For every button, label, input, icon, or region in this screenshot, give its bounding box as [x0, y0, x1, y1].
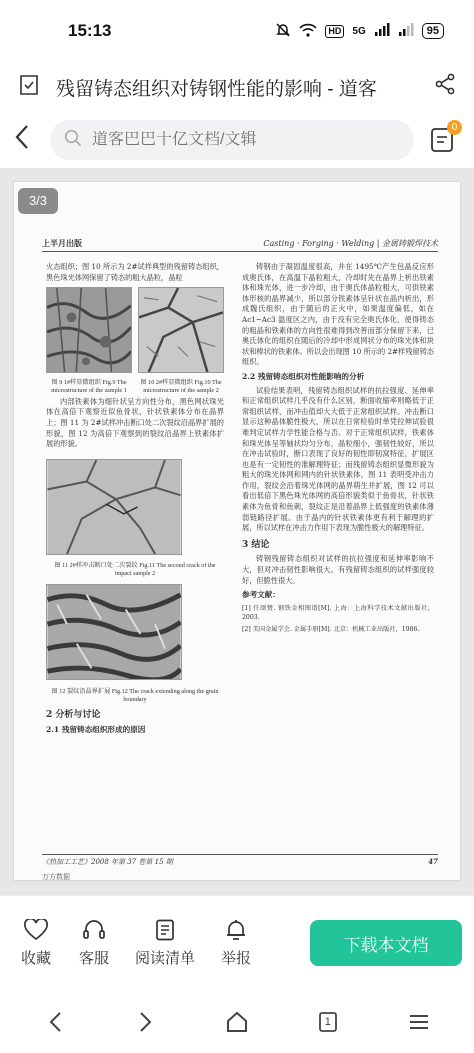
right-column [242, 262, 434, 637]
status-time: 15:13 [68, 21, 112, 40]
right-paragraph-2: 试验结果表明，残留铸态组织试样的抗拉强度、延伸率和正常组织试样几乎没有什么区别，断面收缩率则略低于正常组织试样，而冲击值却大大低于正常组织试样。冲击断口显示这种晶体脆性极大，所以在日常检验时单凭拉伸试验很难判定试样力学性能合格与否。对于正常组织试样，铁素体和珠光体呈等轴状均匀分布，晶粒细小，强韧性较好，所以在冲击试验时，断口表现了良好的韧性即韧窝特征，扩展区也是有一定韧性的准解理特征；而残留铸态组织显微形貌为粗大的珠光体网和网内的针状铁素体，图 11 表明受冲击力作用，裂纹会沿着珠光体网的晶界萌生并扩展，图 12 可以看出低倍下黑色珠光体网的高倍形貌类似于鱼骨状，针状铁素体为鱼骨和鱼刺，裂纹正是沿着晶界上低强度的铁素体薄弱链路径扩展。由于晶内的针状铁素体更有利于解理的扩展，所以试样在冲击力作用下表现为脆性极大的解理特征。 [242, 385, 434, 533]
section-3-heading: 3 结论 [242, 539, 270, 550]
customer-service-button[interactable] [66, 919, 122, 968]
title-bar [0, 62, 474, 112]
reference-1: [1] 任颂赞. 钢铁金相图谱[M]. 上海：上海科学技术文献出版社，2003. [242, 604, 434, 621]
right-paragraph-1: 铸钢由于凝固温度很高，并在 1495℃产生包晶反应形成奥氏体，在高温下晶粒粗大，冷却时先在晶界上析出铁素体和珠光体，进一步冷却，由于奥氏体晶粒粗大，可供铁素体形核的晶界减少，所以部分铁素体呈针状在晶内析出，形成魏氏组织，由于随后的正火中，如果温度偏低，如在 Ac1~Ac3 温度区之内，由于没有完全奥氏体化，使得铸态的粗晶和铁素体的方向性很难得到改善而部分保留下来，已奥氏体化的组织在随后的冷却中形成网状分布的珠光体和块状和棒状的铁素体。所以会出现图 10 所示的 2#样残留铸态组织。 [242, 262, 434, 367]
header-left: 上半月出版 [42, 238, 82, 248]
left-column [46, 262, 224, 738]
section-2-1-heading: 2.1 残留铸态组织形成的原因 [46, 724, 146, 734]
nav-home-button[interactable] [217, 1002, 257, 1042]
bell-icon [225, 919, 247, 941]
wifi-icon [299, 23, 317, 40]
reference-2: [2] 美国金属学会. 金属手册[M]. 北京：机械工业出版社，1986. [242, 625, 420, 633]
figure-9 [46, 287, 132, 395]
report-button[interactable] [208, 919, 264, 968]
left-paragraph-1: 火态组织；图 10 所示为 2#试样典型的残留铸态组织，黑色珠光体网保留了铸态的粗大晶粒，晶粒 [46, 262, 224, 282]
status-bar [0, 0, 474, 62]
fig9-caption: 图 9 1#样显微组织 Fig.9 The microstructure of the sample 1 [51, 378, 127, 394]
figure-10 [138, 287, 224, 395]
search-bar [0, 112, 474, 168]
reading-list-label: 阅读清单 [134, 949, 195, 967]
nav-forward-icon [139, 1011, 153, 1033]
status-icons [275, 22, 444, 41]
reading-list-button[interactable] [124, 919, 206, 968]
nav-back-button[interactable] [35, 1002, 75, 1042]
right-paragraph-3: 铸钢残留铸态组织对试样的抗拉强度和延伸率影响不大，但对冲击韧性影响很大。有残留铸态组织的试样强度较好，但脆性很大。 [242, 554, 434, 585]
document-page [14, 182, 460, 880]
nav-menu-button[interactable] [399, 1002, 439, 1042]
battery-icon: 95 [422, 23, 444, 39]
favorite-label: 收藏 [20, 949, 51, 967]
download-button[interactable]: 下载本文档 [310, 920, 462, 966]
footer-page-number: 47 [428, 857, 438, 866]
fig12-caption: 图 12 裂纹沿晶界扩展 Fig.12 The crack extending along the grain boundary [51, 687, 219, 703]
page-title: 残留铸态组织对铸钢性能的影响 - 道客 [56, 78, 377, 100]
headset-icon [82, 919, 106, 941]
micrograph-fig11 [46, 459, 182, 555]
cart-badge: 0 [447, 120, 462, 135]
fig10-caption: 图 10 2#样显微组织 Fig.10 The microstructure of the sample 2 [140, 378, 222, 394]
back-arrow-icon[interactable] [14, 124, 36, 157]
menu-icon [408, 1013, 430, 1031]
favorite-button[interactable] [8, 919, 64, 968]
page-footer [42, 854, 438, 868]
section-2-heading: 2 分析与讨论 [46, 709, 101, 720]
figure-row [46, 287, 224, 395]
cart-button[interactable] [428, 124, 460, 156]
tabs-count: 1 [324, 1015, 331, 1028]
footer-journal: 《热加工工艺》2008 年第 37 卷第 15 期 [42, 858, 173, 866]
network-label: 5G [352, 25, 366, 37]
heart-icon [24, 919, 48, 941]
document-viewer[interactable] [0, 168, 474, 895]
search-icon [64, 129, 82, 152]
micrograph-fig10 [138, 287, 224, 373]
left-paragraph-2: 内部铁素体为细针状呈方向性分布，黑色网状珠光体在高倍下观察近似鱼骨状，针状铁素体分布在晶界上；图 11 为 2#试样冲击断口处二次裂纹沿晶界扩展的形貌，图 12 为高倍下观察到的裂纹沿晶界上铁素体扩展的形貌。 [46, 396, 224, 449]
fig11-caption: 图 11 2#样冲击断口处二次裂纹 Fig.11 The second crack of the impact sample 2 [54, 562, 216, 578]
service-label: 客服 [78, 949, 109, 967]
report-label: 举报 [220, 949, 251, 967]
shield-check-icon [18, 74, 40, 101]
header-right: Casting · Forging · Welding | 金属铸锻焊技术 [263, 239, 438, 248]
search-box[interactable] [50, 120, 414, 160]
micrograph-fig12 [46, 584, 182, 680]
page-header [42, 238, 438, 252]
micrograph-fig9 [46, 287, 132, 373]
share-icon[interactable] [434, 73, 456, 101]
mute-icon [275, 22, 291, 41]
section-2-2-heading: 2.2 残留铸态组织对性能影响的分析 [242, 371, 365, 381]
references-heading: 参考文献： [242, 590, 280, 600]
source-label: 万方数据 [42, 873, 70, 881]
nav-forward-button[interactable] [126, 1002, 166, 1042]
search-input[interactable] [92, 131, 400, 149]
signal-icon-2 [398, 23, 414, 40]
nav-back-icon [48, 1011, 62, 1033]
action-bar [0, 895, 474, 990]
page-indicator: 3/3 [18, 188, 58, 214]
signal-icon [374, 23, 390, 40]
nav-tabs-button[interactable] [308, 1002, 348, 1042]
system-nav-bar [0, 990, 474, 1053]
list-doc-icon [154, 919, 176, 941]
home-icon [225, 1011, 249, 1033]
hd-badge: HD [325, 25, 344, 38]
